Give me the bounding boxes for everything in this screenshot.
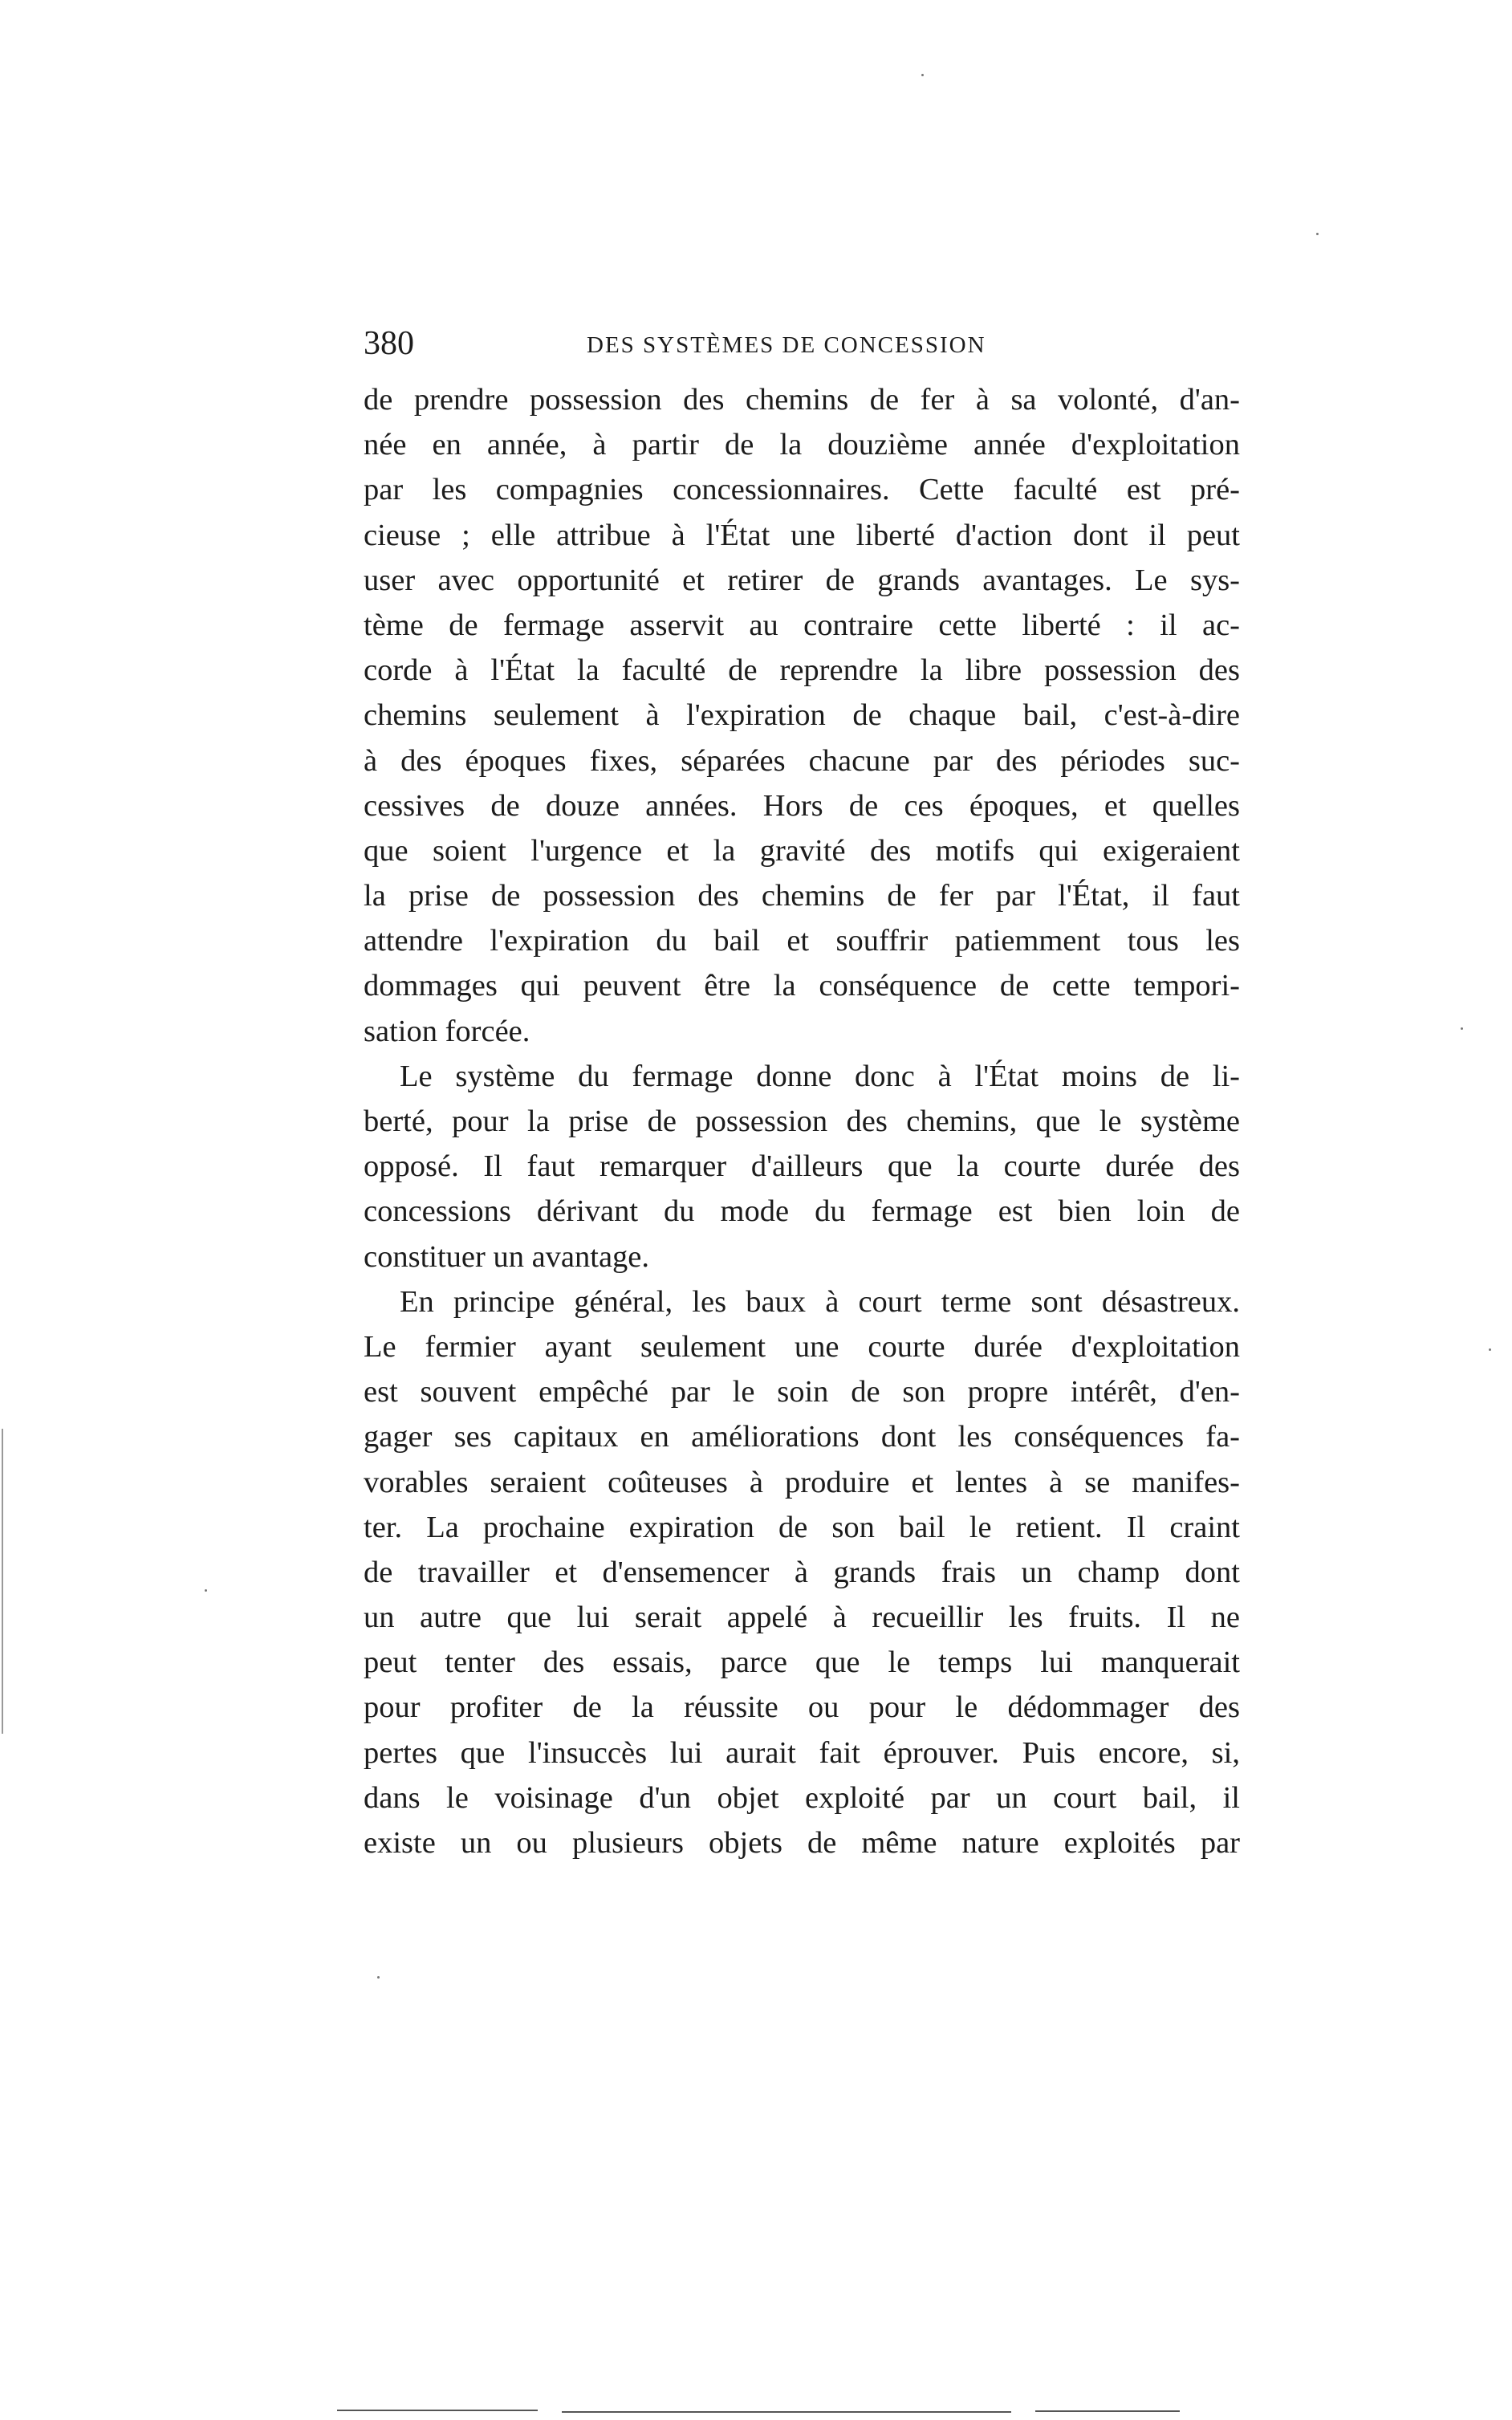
text-line: de prendre possession des chemins de fer à sa volonté, d'an- bbox=[364, 383, 1240, 417]
running-title: DES SYSTÈMES DE CONCESSION bbox=[587, 332, 986, 358]
scan-speck bbox=[1461, 1027, 1463, 1030]
scan-speck bbox=[205, 1589, 207, 1592]
text-line: dommages qui peuvent être la conséquence de cette tempori- bbox=[364, 969, 1240, 1003]
text-line: chemins seulement à l'expiration de chaque bail, c'est-à-dire bbox=[364, 698, 1240, 733]
scan-speck bbox=[921, 74, 924, 76]
body-text bbox=[364, 377, 1240, 1865]
text-line: la prise de possession des chemins de fer par l'État, il faut bbox=[364, 879, 1240, 913]
text-line: ter. La prochaine expiration de son bail le retient. Il craint bbox=[364, 1510, 1240, 1544]
text-line: cessives de douze années. Hors de ces époques, et quelles bbox=[364, 788, 1240, 823]
text-line: user avec opportunité et retirer de grands avantages. Le sys- bbox=[364, 563, 1240, 597]
scan-edge-mark bbox=[2, 1429, 3, 1734]
text-line: corde à l'État la faculté de reprendre la libre possession des bbox=[364, 653, 1240, 688]
text-line: dans le voisinage d'un objet exploité par un court bail, il bbox=[364, 1780, 1240, 1815]
text-line: gager ses capitaux en améliorations dont les conséquences fa- bbox=[364, 1420, 1240, 1454]
scan-bottom-rule bbox=[337, 2410, 538, 2411]
scan-bottom-rule bbox=[1035, 2410, 1180, 2412]
scan-speck bbox=[377, 1976, 380, 1979]
text-line: opposé. Il faut remarquer d'ailleurs que la courte durée des bbox=[364, 1149, 1240, 1184]
text-line: constituer un avantage. bbox=[364, 1239, 649, 1274]
scan-speck bbox=[1316, 233, 1319, 235]
text-line: à des époques fixes, séparées chacune par des périodes suc- bbox=[364, 743, 1240, 778]
scan-speck bbox=[1489, 1348, 1491, 1351]
text-line: sation forcée. bbox=[364, 1014, 530, 1048]
text-line: vorables seraient coûteuses à produire et lentes à se manifes- bbox=[364, 1465, 1240, 1499]
text-line: pertes que l'insuccès lui aurait fait éprouver. Puis encore, si, bbox=[364, 1735, 1240, 1770]
text-line: par les compagnies concessionnaires. Cette faculté est pré- bbox=[364, 473, 1240, 507]
text-line: un autre que lui serait appelé à recueillir les fruits. Il ne bbox=[364, 1600, 1240, 1635]
text-line: née en année, à partir de la douzième année d'exploitation bbox=[364, 428, 1240, 462]
text-line: pour profiter de la réussite ou pour le dédommager des bbox=[364, 1690, 1240, 1725]
text-line: peut tenter des essais, parce que le temps lui manquerait bbox=[364, 1645, 1240, 1680]
text-line: berté, pour la prise de possession des chemins, que le système bbox=[364, 1104, 1240, 1138]
text-line: Le fermier ayant seulement une courte durée d'exploitation bbox=[364, 1329, 1240, 1364]
text-line: existe un ou plusieurs objets de même nature exploités par bbox=[364, 1826, 1240, 1860]
text-line: cieuse ; elle attribue à l'État une liberté d'action dont il peut bbox=[364, 518, 1240, 552]
running-head bbox=[364, 321, 1240, 366]
text-line: attendre l'expiration du bail et souffrir patiemment tous les bbox=[364, 924, 1240, 958]
text-line: concessions dérivant du mode du fermage est bien loin de bbox=[364, 1194, 1240, 1229]
text-line: de travailler et d'ensemencer à grands frais un champ dont bbox=[364, 1555, 1240, 1589]
scan-bottom-rule bbox=[562, 2411, 1011, 2413]
text-line: En principe général, les baux à court terme sont désastreux. bbox=[400, 1284, 1240, 1319]
text-line: Le système du fermage donne donc à l'État moins de li- bbox=[400, 1059, 1240, 1093]
text-line: est souvent empêché par le soin de son propre intérêt, d'en- bbox=[364, 1375, 1240, 1409]
page-number: 380 bbox=[364, 325, 414, 362]
text-line: que soient l'urgence et la gravité des motifs qui exigeraient bbox=[364, 833, 1240, 868]
text-line: tème de fermage asservit au contraire cette liberté : il ac- bbox=[364, 608, 1240, 642]
